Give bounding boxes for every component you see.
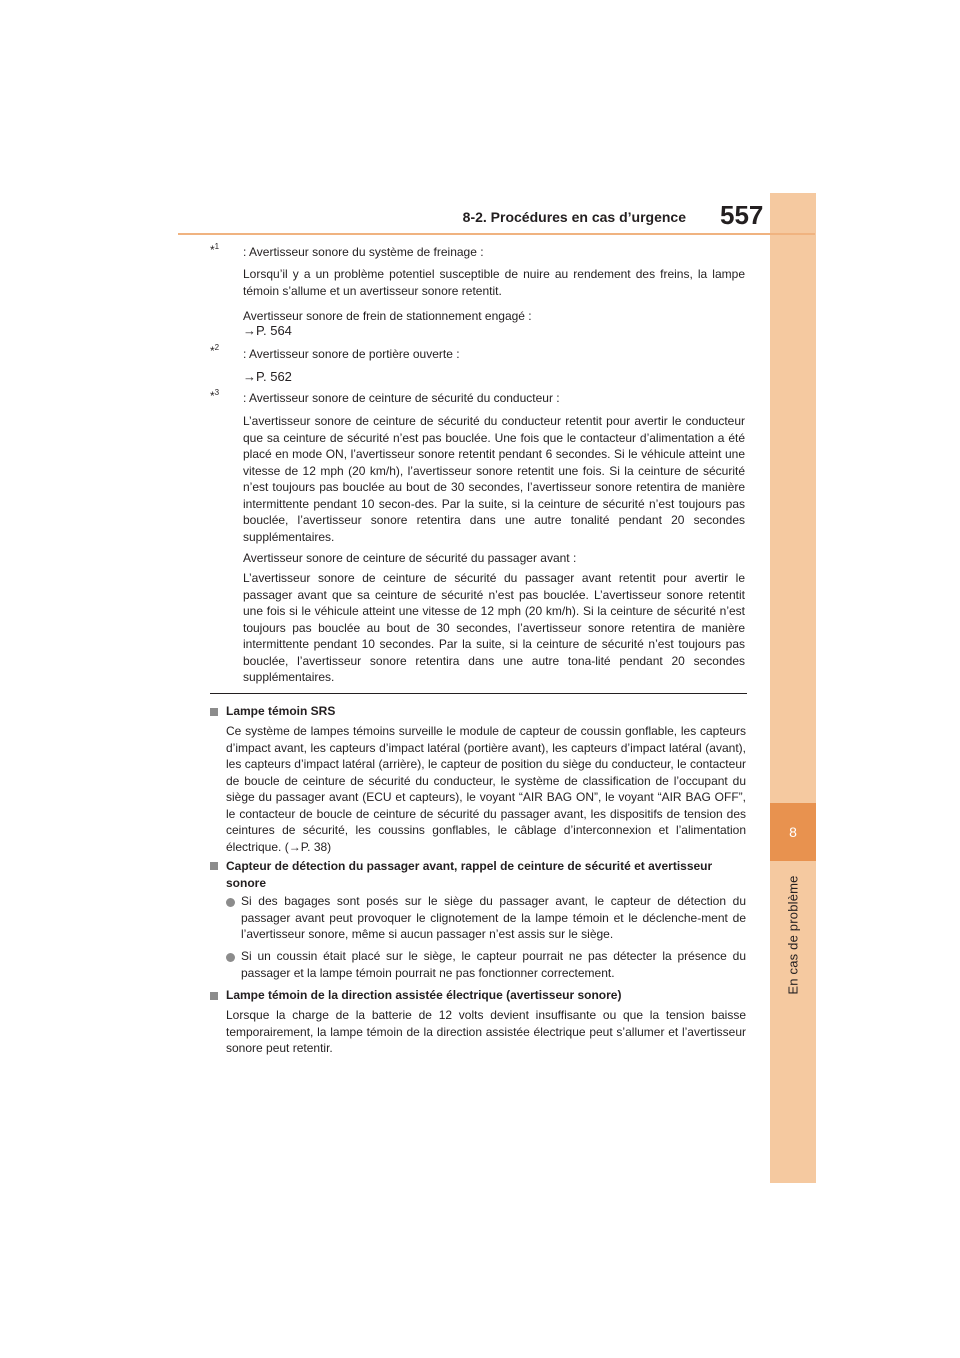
chapter-number: 8 (770, 803, 816, 861)
footnote-label: : Avertisseur sonore du système de freinage : (243, 245, 484, 259)
section-heading: Lampe témoin de la direction assistée électrique (avertisseur sonore) (226, 988, 622, 1002)
footnote-subtext: L’avertisseur sonore de ceinture de sécurité du passager avant retentit pour avertir le passager avant que sa ceinture de sécurité n’est pas bouclée. L’avertisseur sonore retentit une fois si le véhicule atteint une vitesse de 12 mph (20 km/h). Si la ceinture de sécurité n’est toujours pas bouclée au bout de 30 secondes, l’avertisseur sonore retentira de manière intermittente pendant 10 secondes. Par la suite, si la ceinture de sécurité n’est toujours pas bouclée, l’avertisseur sonore retentira dans une autre tona-lité pendant 20 secondes supplémentaires. (243, 571, 745, 684)
square-bullet-icon (210, 862, 218, 870)
footnote-label: : Avertisseur sonore de ceinture de sécurité du conducteur : (243, 391, 560, 405)
footnote-label: : Avertisseur sonore de portière ouverte : (243, 347, 460, 361)
header-rule (178, 233, 815, 235)
chapter-title: En cas de problème (785, 875, 801, 995)
section-heading: Lampe témoin SRS (226, 704, 336, 718)
section-body: Lorsque la charge de la batterie de 12 volts devient insuffisante ou que la tension baisse temporairement, la lampe témoin de la direction assistée électrique peut s’allumer et l’avertisseur sonore peut retentir. (226, 1008, 746, 1055)
square-bullet-icon (210, 708, 218, 716)
footnote-marker: *$^2$ (210, 343, 220, 358)
round-bullet-icon (226, 953, 235, 962)
section-heading: Capteur de détection du passager avant, rappel de ceinture de sécurité et avertisseur sonore (226, 859, 713, 890)
footnote-marker: *$^3$ (210, 388, 220, 403)
page-reference-link[interactable]: →P. 562 (243, 369, 292, 384)
bullet-text: Si un coussin était placé sur le siège, le capteur pourrait ne pas détecter la présence du passager et la lampe témoin pourrait ne pas fonctionner correctement. (241, 949, 746, 980)
section-body: Ce système de lampes témoins surveille le module de capteur de coussin gonflable, les capteurs d’impact avant, les capteurs d’impact latéral (portière avant), les capteurs d’impact latéral (avant), les capteurs d’impact latéral (arrière), le capteur de position du siège du conducteur, le contacteur de boucle de ceinture de sécurité du conducteur, le système de classification de l’occupant du siège du passager avant (ECU et capteurs), le voyant “AIR BAG ON”, le voyant “AIR BAG OFF”, le contacteur de boucle de ceinture de sécurité du passager avant, les dispositifs de tension des ceintures de sécurité, les coussins gonflables, le câblage d’interconnexion et l’alimentation électrique. (→P. 38) (226, 724, 746, 854)
bullet-text: Si des bagages sont posés sur le siège du passager avant, le capteur de détection du passager avant peut provoquer le clignotement de la lampe témoin et le déclenche-ment de l’avertisseur sonore, même si aucun passager n’est assis sur le siège. (241, 894, 746, 941)
footnote-marker: *$^1$ (210, 242, 220, 257)
section-title: 8-2. Procédures en cas d’urgence (462, 209, 686, 225)
round-bullet-icon (226, 898, 235, 907)
page-reference-link[interactable]: →P. 564 (243, 323, 292, 338)
footnote-text: Lorsqu’il y a un problème potentiel susceptible de nuire au rendement des freins, la lampe témoin s’allume et un avertisseur sonore retentit. (243, 267, 745, 298)
page-number: 557 (720, 200, 764, 230)
footnote-sublabel: Avertisseur sonore de frein de stationnement engagé : (243, 309, 532, 323)
footnote-text: L’avertisseur sonore de ceinture de sécurité du conducteur retentit pour avertir le conducteur que sa ceinture de sécurité n’est pas bouclée. Une fois que le contacteur d’alimentation a été placé en mode ON, l’avertisseur sonore retentit pendant 6 secondes. Si le véhicule atteint une vitesse de 12 mph (20 km/h), l’avertisseur sonore retentit une fois. Si la ceinture de sécurité n’est toujours pas bouclée au bout de 30 secondes, l’avertisseur sonore retentira de manière intermittente pendant 10 secon-des. Par la suite, si la ceinture de sécurité n’est toujours pas bouclée, l’avertisseur sonore retentira dans une autre tonalité pendant 20 secondes supplémentaires. (243, 414, 745, 544)
divider (210, 693, 747, 694)
square-bullet-icon (210, 992, 218, 1000)
chapter-tab (770, 193, 816, 1183)
footnote-sublabel: Avertisseur sonore de ceinture de sécurité du passager avant : (243, 551, 577, 565)
